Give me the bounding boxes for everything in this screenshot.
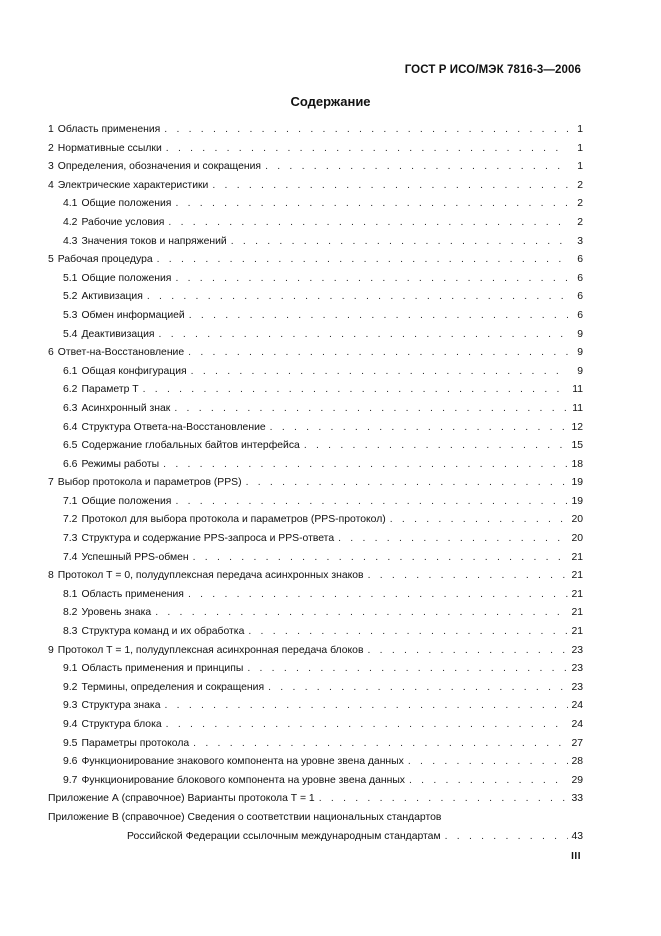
dot-leader bbox=[248, 623, 568, 642]
toc-entry[interactable] bbox=[48, 326, 583, 345]
toc-entry-title: Значения токов и напряжений bbox=[81, 235, 227, 247]
toc-entry[interactable] bbox=[48, 344, 583, 363]
toc-entry-page: 18 bbox=[571, 458, 583, 470]
toc-entry-title: Деактивизация bbox=[81, 328, 155, 340]
toc-entry-number: 7.3 bbox=[63, 533, 78, 545]
toc-entry[interactable] bbox=[48, 697, 583, 716]
toc-entry-title: Область применения bbox=[81, 588, 184, 600]
dot-leader bbox=[445, 828, 568, 847]
toc-entry-number: 7.2 bbox=[63, 514, 78, 526]
toc-entry-number: 9.2 bbox=[63, 681, 78, 693]
dot-leader bbox=[409, 772, 568, 791]
toc-entry-number: 1 bbox=[48, 124, 54, 135]
dot-leader bbox=[268, 679, 568, 698]
toc-entry-number: 6.2 bbox=[63, 384, 78, 396]
toc-entry-title: Протокол Т = 1, полудуплексная асинхронная передача блоков bbox=[57, 644, 364, 656]
toc-entry-page: 9 bbox=[577, 347, 583, 359]
toc-entry-number: 9.7 bbox=[63, 774, 78, 786]
dot-leader bbox=[166, 716, 568, 735]
toc-entry-page: 19 bbox=[571, 477, 583, 489]
toc-entry-page: 21 bbox=[571, 626, 583, 638]
dot-leader bbox=[408, 753, 568, 772]
toc-entry-page: 1 bbox=[577, 124, 583, 135]
toc-entry-title: Структура и содержание PPS-запроса и PPS-ответа bbox=[81, 533, 335, 545]
toc-entry-title: Российской Федерации ссылочным международным стандартам bbox=[127, 830, 441, 842]
toc-entry-title: Уровень знака bbox=[81, 607, 152, 619]
dot-leader bbox=[175, 195, 568, 214]
dot-leader bbox=[188, 586, 568, 605]
toc-entry-title: Асинхронный знак bbox=[81, 402, 171, 414]
toc-entry[interactable] bbox=[48, 642, 583, 661]
toc-entry-title: Активизация bbox=[81, 291, 143, 303]
toc-entry-number: 8 bbox=[48, 570, 54, 582]
toc-entry-title: Параметры протокола bbox=[81, 737, 190, 749]
toc-entry-title: Содержание глобальных байтов интерфейса bbox=[81, 440, 300, 452]
toc-entry-page: 2 bbox=[577, 179, 583, 191]
toc-entry[interactable] bbox=[48, 158, 583, 177]
toc-entry-appendix-continuation[interactable] bbox=[48, 828, 583, 847]
toc-entry-page: 33 bbox=[571, 793, 583, 805]
dot-leader bbox=[193, 549, 568, 568]
toc-entry-page: 12 bbox=[571, 421, 583, 433]
dot-leader bbox=[164, 697, 568, 716]
dot-leader bbox=[163, 456, 568, 475]
toc-entry[interactable] bbox=[48, 530, 583, 549]
toc-entry[interactable] bbox=[48, 679, 583, 698]
toc-entry-title: Общие положения bbox=[81, 272, 172, 284]
toc-entry[interactable] bbox=[48, 419, 583, 438]
dot-leader bbox=[319, 790, 568, 809]
toc-entry[interactable] bbox=[48, 716, 583, 735]
dot-leader bbox=[175, 493, 568, 512]
toc-entry-title: Область применения и принципы bbox=[81, 663, 244, 675]
toc-entry-title: Общие положения bbox=[81, 198, 172, 210]
toc-entry-page: 15 bbox=[571, 440, 583, 452]
document-id: ГОСТ Р ИСО/МЭК 7816-3—2006 bbox=[404, 64, 581, 76]
toc-entry-number: 7 bbox=[48, 477, 54, 489]
toc-entry-title: Обмен информацией bbox=[81, 309, 185, 321]
toc-entry-title: Функционирование знакового компонента на уровне звена данных bbox=[81, 756, 404, 768]
dot-leader bbox=[367, 642, 568, 661]
toc-entry[interactable] bbox=[48, 251, 583, 270]
dot-leader bbox=[338, 530, 568, 549]
toc-entry-page: 21 bbox=[571, 551, 583, 563]
toc-entry-title: Приложение А (справочное) Варианты протокола Т = 1 bbox=[48, 793, 315, 805]
dot-leader bbox=[191, 363, 568, 382]
toc-entry-page: 20 bbox=[571, 514, 583, 526]
toc-entry-title: Рабочие условия bbox=[81, 216, 165, 228]
dot-leader bbox=[193, 735, 568, 754]
toc-entry-number: 4.3 bbox=[63, 235, 78, 247]
toc-entry[interactable] bbox=[48, 623, 583, 642]
toc-entry-page: 1 bbox=[577, 161, 583, 173]
toc-entry-title: Выбор протокола и параметров (PPS) bbox=[57, 477, 242, 489]
toc-entry[interactable] bbox=[48, 493, 583, 512]
toc-entry-page: 43 bbox=[571, 830, 583, 842]
dot-leader bbox=[368, 567, 568, 586]
toc-entry-page: 11 bbox=[572, 402, 583, 414]
toc-entry[interactable] bbox=[48, 177, 583, 196]
toc-entry[interactable] bbox=[48, 214, 583, 233]
toc-entry-number: 5.1 bbox=[63, 272, 78, 284]
dot-leader bbox=[174, 400, 568, 419]
toc-entry-page: 6 bbox=[577, 291, 583, 303]
toc-entry-number: 5.3 bbox=[63, 309, 78, 321]
toc-entry-title: Определения, обозначения и сокращения bbox=[57, 161, 262, 173]
toc-entry-number: 6.5 bbox=[63, 440, 78, 452]
toc-entry-title: Общая конфигурация bbox=[81, 365, 187, 377]
dot-leader bbox=[159, 326, 568, 345]
toc-entry-number: 7.4 bbox=[63, 551, 78, 563]
toc-entry[interactable] bbox=[48, 195, 583, 214]
dot-leader bbox=[175, 270, 568, 289]
toc-entry-number: 9.6 bbox=[63, 756, 78, 768]
dot-leader bbox=[247, 660, 568, 679]
dot-leader bbox=[166, 140, 568, 159]
toc-entry[interactable] bbox=[48, 549, 583, 568]
toc-entry-title: Ответ-на-Восстановление bbox=[57, 347, 185, 359]
toc-entry-page: 24 bbox=[571, 719, 583, 730]
toc-entry[interactable] bbox=[48, 474, 583, 493]
toc-entry-number: 4.2 bbox=[63, 216, 78, 228]
toc-entry-number: 8.2 bbox=[63, 607, 78, 619]
dot-leader bbox=[147, 288, 568, 307]
toc-entry-title: Функционирование блокового компонента на уровне звена данных bbox=[81, 774, 405, 786]
toc-entry[interactable] bbox=[48, 567, 583, 586]
toc-entry-page: 21 bbox=[571, 607, 583, 619]
toc-entry-page: 6 bbox=[577, 309, 583, 321]
toc-entry-title: Структура блока bbox=[81, 719, 162, 730]
toc-entry-page: 29 bbox=[571, 774, 583, 786]
toc-entry-number: 6.3 bbox=[63, 402, 78, 414]
toc-entry-number: 2 bbox=[48, 142, 54, 154]
toc-entry[interactable] bbox=[48, 604, 583, 623]
toc-entry-page: 20 bbox=[571, 533, 583, 545]
toc-entry-page: 24 bbox=[571, 700, 583, 712]
dot-leader bbox=[270, 419, 568, 438]
toc-entry-number: 4 bbox=[48, 179, 54, 191]
dot-leader bbox=[157, 251, 568, 270]
toc-entry-number: 9 bbox=[48, 644, 54, 656]
toc-entry-title: Структура знака bbox=[81, 700, 161, 712]
toc-entry-page: 2 bbox=[577, 198, 583, 210]
dot-leader bbox=[246, 474, 568, 493]
dot-leader bbox=[304, 437, 568, 456]
toc-entry-title: Протокол Т = 0, полудуплексная передача асинхронных знаков bbox=[57, 570, 364, 582]
toc-entry[interactable] bbox=[48, 140, 583, 159]
toc-entry-number: 5.2 bbox=[63, 291, 78, 303]
toc-entry-page: 21 bbox=[571, 570, 583, 582]
toc-entry-number: 3 bbox=[48, 161, 54, 173]
toc-entry-page: 19 bbox=[571, 495, 583, 507]
toc-entry-page: 6 bbox=[577, 272, 583, 284]
toc-entry[interactable] bbox=[48, 586, 583, 605]
toc-entry-number: 8.1 bbox=[63, 588, 78, 600]
toc-entry-page: 9 bbox=[577, 328, 583, 340]
toc-entry-number: 5.4 bbox=[63, 328, 78, 340]
toc-entry[interactable] bbox=[48, 660, 583, 679]
table-of-contents bbox=[48, 121, 583, 846]
toc-entry-number: 6 bbox=[48, 347, 54, 359]
toc-entry-page: 23 bbox=[571, 644, 583, 656]
toc-entry-title: Успешный PPS-обмен bbox=[81, 551, 189, 563]
toc-entry-page: 6 bbox=[577, 254, 583, 266]
toc-entry-number: 8.3 bbox=[63, 626, 78, 638]
toc-entry-title: Структура команд и их обработка bbox=[81, 626, 245, 638]
toc-entry-title: Структура Ответа-на-Восстановление bbox=[81, 421, 266, 433]
page-number: III bbox=[571, 851, 581, 862]
toc-entry-number: 9.4 bbox=[63, 719, 78, 730]
toc-entry-number: 9.5 bbox=[63, 737, 78, 749]
toc-entry-page: 21 bbox=[571, 588, 583, 600]
toc-entry[interactable] bbox=[48, 233, 583, 252]
toc-entry[interactable] bbox=[48, 456, 583, 475]
toc-entry-title: Параметр Т bbox=[81, 384, 139, 396]
toc-entry-page: 1 bbox=[577, 142, 583, 154]
toc-entry-number: 6.6 bbox=[63, 458, 78, 470]
dot-leader bbox=[265, 158, 568, 177]
toc-entry[interactable] bbox=[48, 511, 583, 530]
dot-leader bbox=[390, 511, 568, 530]
toc-entry[interactable] bbox=[48, 121, 583, 140]
dot-leader bbox=[143, 381, 568, 400]
toc-entry-number: 9.3 bbox=[63, 700, 78, 712]
toc-entry[interactable] bbox=[48, 288, 583, 307]
toc-entry[interactable] bbox=[48, 307, 583, 326]
toc-entry-page: 11 bbox=[572, 384, 583, 396]
dot-leader bbox=[212, 177, 568, 196]
dot-leader bbox=[155, 604, 568, 623]
toc-entry-number: 7.1 bbox=[63, 495, 78, 507]
toc-entry-title: Электрические характеристики bbox=[57, 179, 209, 191]
toc-entry-page: 28 bbox=[571, 756, 583, 768]
toc-entry[interactable] bbox=[48, 772, 583, 791]
toc-entry-page: 23 bbox=[571, 681, 583, 693]
toc-entry-number: 9.1 bbox=[63, 663, 78, 675]
toc-entry-number: 6.1 bbox=[63, 365, 78, 377]
toc-entry-title: Общие положения bbox=[81, 495, 172, 507]
toc-entry-title: Область применения bbox=[57, 124, 161, 135]
dot-leader bbox=[188, 344, 568, 363]
toc-entry-appendix[interactable] bbox=[48, 809, 583, 828]
toc-entry[interactable] bbox=[48, 753, 583, 772]
toc-title: Содержание bbox=[290, 94, 371, 109]
toc-entry-number: 4.1 bbox=[63, 198, 78, 210]
toc-entry-title: Нормативные ссылки bbox=[57, 142, 162, 154]
dot-leader bbox=[189, 307, 568, 326]
dot-leader bbox=[164, 121, 568, 140]
toc-entry-page: 9 bbox=[577, 365, 583, 377]
toc-entry-title: Термины, определения и сокращения bbox=[81, 681, 265, 693]
toc-entry-appendix[interactable] bbox=[48, 790, 583, 809]
toc-entry-page: 2 bbox=[577, 216, 583, 228]
toc-entry[interactable] bbox=[48, 735, 583, 754]
toc-entry-page: 23 bbox=[571, 663, 583, 675]
dot-leader bbox=[231, 233, 568, 252]
toc-entry-title: Приложение В (справочное) Сведения о соответствии национальных стандартов bbox=[48, 811, 442, 823]
toc-entry-title: Протокол для выбора протокола и параметров (PPS-протокол) bbox=[81, 514, 386, 526]
toc-entry-title: Рабочая процедура bbox=[57, 254, 153, 266]
toc-entry-page: 27 bbox=[571, 737, 583, 749]
toc-entry[interactable] bbox=[48, 381, 583, 400]
toc-entry[interactable] bbox=[48, 437, 583, 456]
toc-entry[interactable] bbox=[48, 363, 583, 382]
dot-leader bbox=[168, 214, 568, 233]
toc-entry[interactable] bbox=[48, 400, 583, 419]
toc-entry-number: 6.4 bbox=[63, 421, 78, 433]
toc-entry[interactable] bbox=[48, 270, 583, 289]
toc-entry-number: 5 bbox=[48, 254, 54, 266]
toc-entry-page: 3 bbox=[577, 235, 583, 247]
toc-entry-title: Режимы работы bbox=[81, 458, 160, 470]
